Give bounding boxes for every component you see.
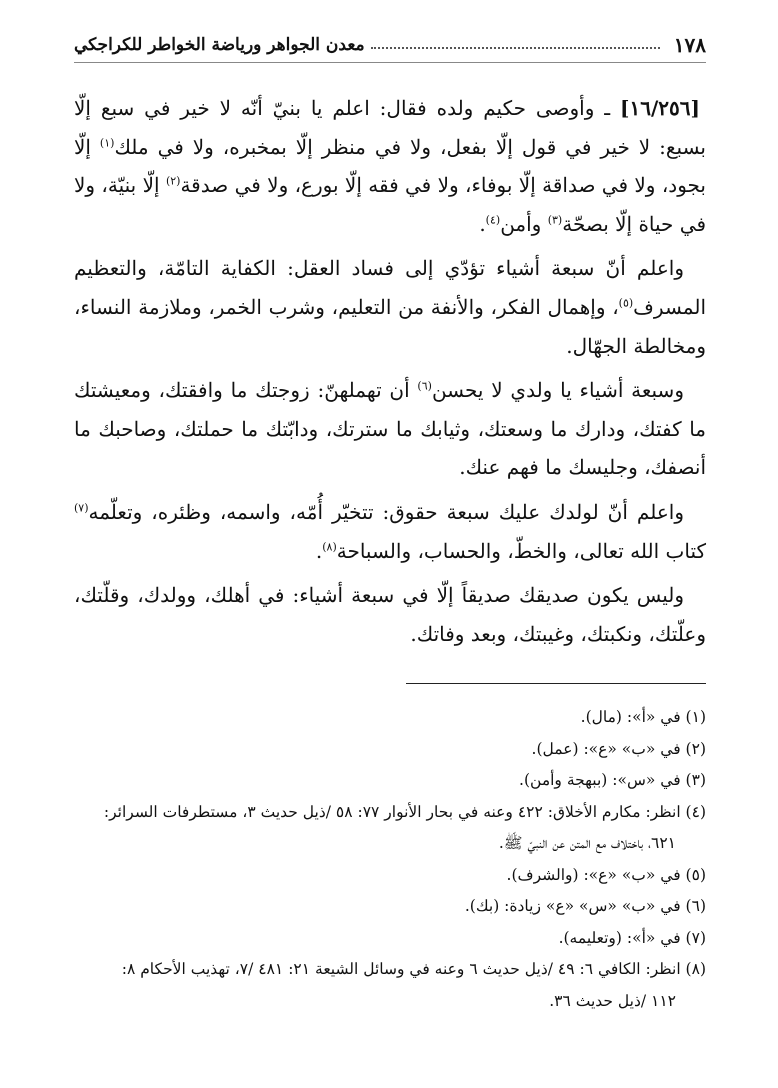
footnote-text: (٦) في «ب» «س» «ع» زيادة: (بك). — [464, 897, 706, 916]
footnote-marker[interactable]: (٦) — [417, 379, 432, 393]
footnote-marker[interactable]: (١) — [99, 135, 115, 149]
paragraph-1 — [74, 89, 706, 243]
footnote-4 — [74, 797, 706, 860]
hadith-reference: [١٦/٢٥٦] — [620, 96, 700, 120]
paragraph-text: أن تهملهنّ: زوجتك ما وافقتك، ومعيشتك ما كفتك، ودارك ما وسعتك، وثيابك ما سترتك، ودابّتك ما حملتك، وصاحبك ما أنصفك، وجليسك ما فهم عنك. — [74, 378, 706, 480]
paragraph-text: وأمن — [500, 211, 548, 236]
paragraph-text: . — [315, 538, 323, 563]
footnotes — [74, 702, 706, 1017]
paragraph-text: . — [479, 211, 486, 236]
footnote-text: (٥) في «ب» «ع»: (والشرف). — [506, 865, 706, 884]
footnote-text: (٨) انظر: الكافي ٦: ٤٩ /ذيل حديث ٦ وعنه في وسائل الشيعة ٢١: ٤٨١ /٧، تهذيب الأحكام ٨: — [121, 960, 706, 979]
footnote-text: (٢) في «ب» «ع»: (عمل). — [531, 739, 706, 758]
footnote-6 — [74, 891, 706, 923]
paragraph-5 — [74, 576, 706, 653]
header-dotted-leader — [371, 47, 660, 49]
paragraph-text: وليس يكون صديقك صديقاً إلّا في سبعة أشياء: في أهلك، وولدك، وقلّتك، وعلّتك، ونكبتك، وغيبتك، وبعد وفاتك. — [74, 583, 706, 646]
footnote-text: (٣) في «س»: (ببهجة وأمن). — [519, 771, 706, 790]
paragraph-text: واعلم أنّ سبعة أشياء تؤدّي إلى فساد العقل: الكفاية التامّة، والتعظيم المسرف — [74, 256, 706, 319]
running-header — [74, 30, 706, 63]
paragraph-2 — [74, 249, 706, 365]
footnote-continuation: ١١٢ /ذيل حديث ٣٦. — [549, 991, 676, 1010]
footnote-text: (٧) في «أ»: (وتعليمه). — [558, 928, 706, 947]
footnote-text: (١) في «أ»: (مال). — [580, 708, 706, 727]
footnote-marker[interactable]: (٢) — [165, 174, 181, 188]
footnote-5 — [74, 860, 706, 892]
page-number: ١٧٨ — [673, 33, 706, 57]
paragraph-text: وسبعة أشياء يا ولدي لا يحسن — [431, 378, 684, 403]
paragraph-text: إلّا بنيّة، ولا في حياة إلّا بصحّة — [74, 173, 706, 236]
paragraph-text: ـ وأوصى حكيم ولده فقال: اعلم يا بنيّ أنّه لا خير في سبع إلّا بسبع: لا خير في قول إلّا بفعل، ولا في منظر إلّا بمخبره، ولا في ملك — [74, 96, 706, 159]
footnote-text: (٤) انظر: مكارم الأخلاق: ٤٢٢ وعنه في بحار الأنوار ٧٧: ٥٨ /ذيل حديث ٣، مستطرفات السرائر: — [103, 802, 706, 821]
footnote-continuation: ٦٢١، باختلاف مع المتن عن النبيّ ﷺ. — [498, 834, 676, 853]
paragraph-text: ، وإهمال الفكر، والأنفة من التعليم، وشرب الخمر، وملازمة النساء، ومخالطة الجهّال. — [74, 294, 706, 358]
book-title: معدن الجواهر ورياضة الخواطر للكراجكي — [74, 35, 365, 55]
footnote-marker[interactable]: (٧) — [74, 501, 89, 515]
footnote-2 — [74, 734, 706, 766]
footnote-3 — [74, 765, 706, 797]
paragraph-text: واعلم أنّ لولدك عليك سبعة حقوق: تتخيّر أُمّه، واسمه، وظئره، وتعلّمه — [88, 499, 684, 524]
footnote-1 — [74, 702, 706, 734]
paragraph-text: إلّا بجود، ولا في صداقة إلّا بوفاء، ولا في فقه إلّا بورع، ولا في صدقة — [74, 134, 706, 198]
footnote-7 — [74, 923, 706, 955]
footnote-8 — [74, 954, 706, 1017]
footnote-marker[interactable]: (٨) — [322, 539, 337, 553]
main-text — [74, 89, 706, 653]
paragraph-3 — [74, 371, 706, 487]
footnote-separator — [406, 683, 706, 684]
paragraph-4 — [74, 493, 706, 570]
footnote-marker[interactable]: (٣) — [547, 213, 563, 227]
footnote-marker[interactable]: (٤) — [485, 213, 501, 227]
paragraph-text: كتاب الله تعالى، والخطّ، والحساب، والسباحة — [336, 538, 706, 563]
footnote-marker[interactable]: (٥) — [618, 296, 634, 310]
